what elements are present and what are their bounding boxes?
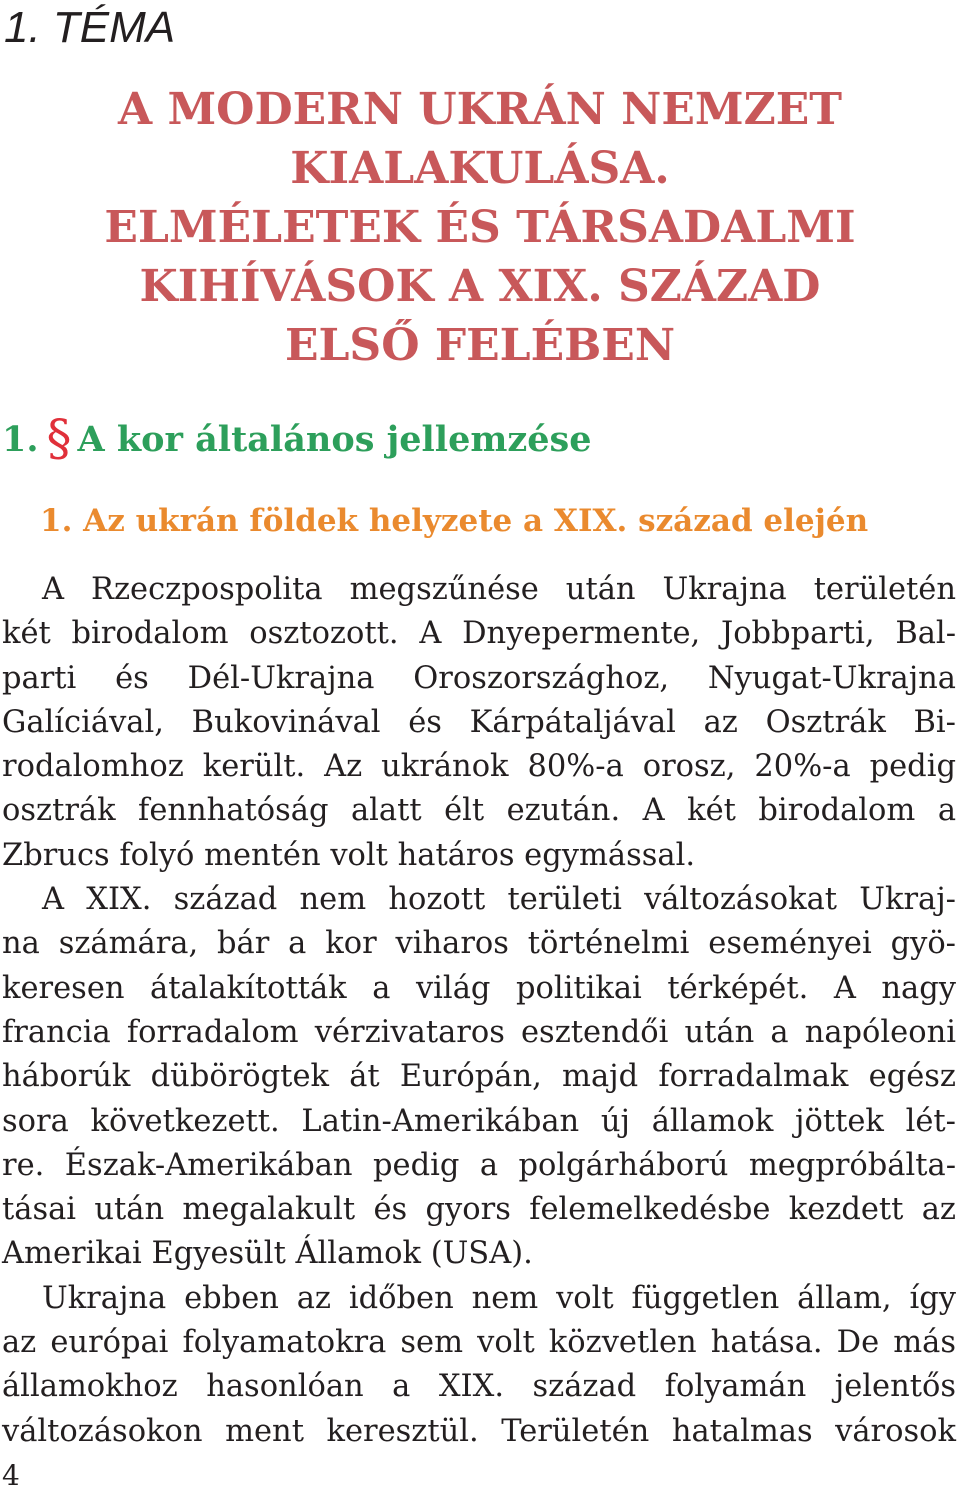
paragraph-1: [2, 568, 956, 878]
text-line: osztrák fennhatóság alatt élt ezután. A két birodalom a: [2, 793, 956, 829]
text-line: államokhoz hasonlóan a XIX. század folyamán jelentős: [2, 1369, 956, 1405]
paragraph-2: [2, 878, 956, 1277]
subsection-heading: 1. Az ukrán földek helyzete a XIX. század elején: [40, 503, 869, 539]
theme-label: 1. TÉMA: [4, 3, 176, 52]
chapter-title-line: ELSŐ FELÉBEN: [284, 320, 676, 371]
text-line: két birodalom osztozott. A Dnyepermente, Jobbparti, Bal-: [2, 616, 956, 652]
text-line: Zbrucs folyó mentén volt határos egymással.: [2, 837, 696, 873]
section-heading: [2, 409, 592, 467]
paragraph-symbol-icon: §: [46, 409, 72, 467]
text-line: re. Észak-Amerikában pedig a polgárháború megpróbálta-: [2, 1147, 956, 1183]
text-line: Galíciával, Bukovinával és Kárpátaljával az Osztrák Bi-: [2, 704, 956, 740]
section-title: A kor általános jellemzése: [77, 419, 592, 460]
section-number: 1.: [2, 419, 39, 460]
chapter-title-line: KIALAKULÁSA.: [290, 143, 670, 194]
text-line: na számára, bár a kor viharos történelmi eseményei gyö-: [2, 926, 956, 962]
chapter-title-line: KIHÍVÁSOK A XIX. SZÁZAD: [139, 261, 821, 312]
text-line: változásokon ment keresztül. Területén hatalmas városok: [2, 1413, 956, 1449]
text-line: az európai folyamatokra sem volt közvetlen hatása. De más: [2, 1325, 956, 1361]
text-line: A XIX. század nem hozott területi változásokat Ukraj-: [42, 882, 956, 918]
paragraph-3: [2, 1277, 956, 1454]
text-line: rodalomhoz került. Az ukránok 80%-a orosz, 20%-a pedig: [2, 749, 956, 785]
chapter-title: [60, 80, 900, 375]
chapter-title-line: A MODERN UKRÁN NEMZET: [117, 84, 842, 135]
text-line: A Rzeczpospolita megszűnése után Ukrajna területén: [42, 572, 956, 607]
text-line: háborúk dübörögtek át Európán, majd forradalmak egész: [2, 1059, 956, 1095]
text-line: tásai után megalakult és gyors felemelkedésbe kezdett az: [2, 1192, 956, 1228]
text-line: parti és Dél-Ukrajna Oroszországhoz, Nyugat-Ukrajna: [2, 660, 956, 696]
text-line: francia forradalom vérzivataros esztendői után a napóleoni: [2, 1014, 956, 1050]
body-text: [2, 568, 956, 1454]
text-line: sora következett. Latin-Amerikában új államok jöttek lét-: [2, 1103, 956, 1139]
page-number: 4: [2, 1459, 20, 1492]
text-line: keresen átalakították a világ politikai térképét. A nagy: [2, 970, 956, 1006]
chapter-title-line: ELMÉLETEK ÉS TÁRSADALMI: [104, 202, 856, 253]
text-line: Amerikai Egyesült Államok (USA).: [2, 1236, 533, 1272]
text-line: Ukrajna ebben az időben nem volt független állam, így: [42, 1280, 956, 1316]
